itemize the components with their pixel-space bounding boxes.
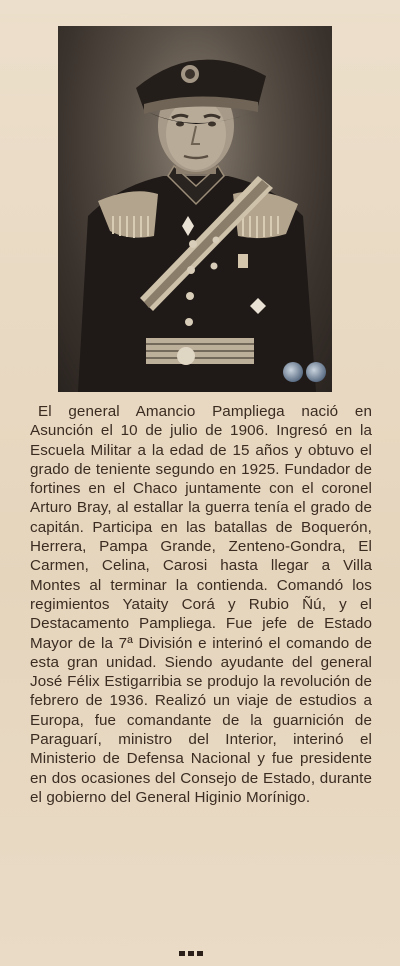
biography-paragraph: El general Amancio Pampliega nació en Asunción el 10 de julio de 1906. Ingresó en la Escuela Militar a la edad de 15 años y obtuvo el grado de teniente segundo en 1925. Fundador de fortines en el Chaco juntamente con el coronel Arturo Bray, al estallar la guerra tenía el grado de capitán. Participa en las batallas de Boquerón, Herrera, Pampa Grande, Zenteno-Gondra, El Carmen, Celina, Carosi hasta llegar a Villa Montes al terminar la contienda. Comandó los regimientos Yataity Corá y Rubio Ñú, y el Destacamento Pampliega. Fue jefe de Estado Mayor de la 7ª División e interinó el comando de esta gran unidad. Siendo ayudante del general José Félix Estigarribia se produjo la revolución de febrero de 1936. Realizó un viaje de estudios a Europa, fue comandante de la guarnición de Paraguarí, ministro del Interior, interinó el Ministerio de Defensa Nacional y fue presidente en dos ocasiones del Consejo de Estado, durante el gobierno del General Higinio Morínigo.	[30, 403, 372, 806]
ornament-dot	[197, 951, 203, 956]
portrait-photo	[58, 26, 332, 392]
officer-portrait-illustration	[58, 26, 332, 392]
watermark-logo	[283, 362, 326, 382]
ornament-dot	[188, 951, 194, 956]
watermark-circle-right	[306, 362, 326, 382]
end-ornament	[179, 951, 203, 956]
watermark-circle-left	[283, 362, 303, 382]
ornament-dot	[179, 951, 185, 956]
